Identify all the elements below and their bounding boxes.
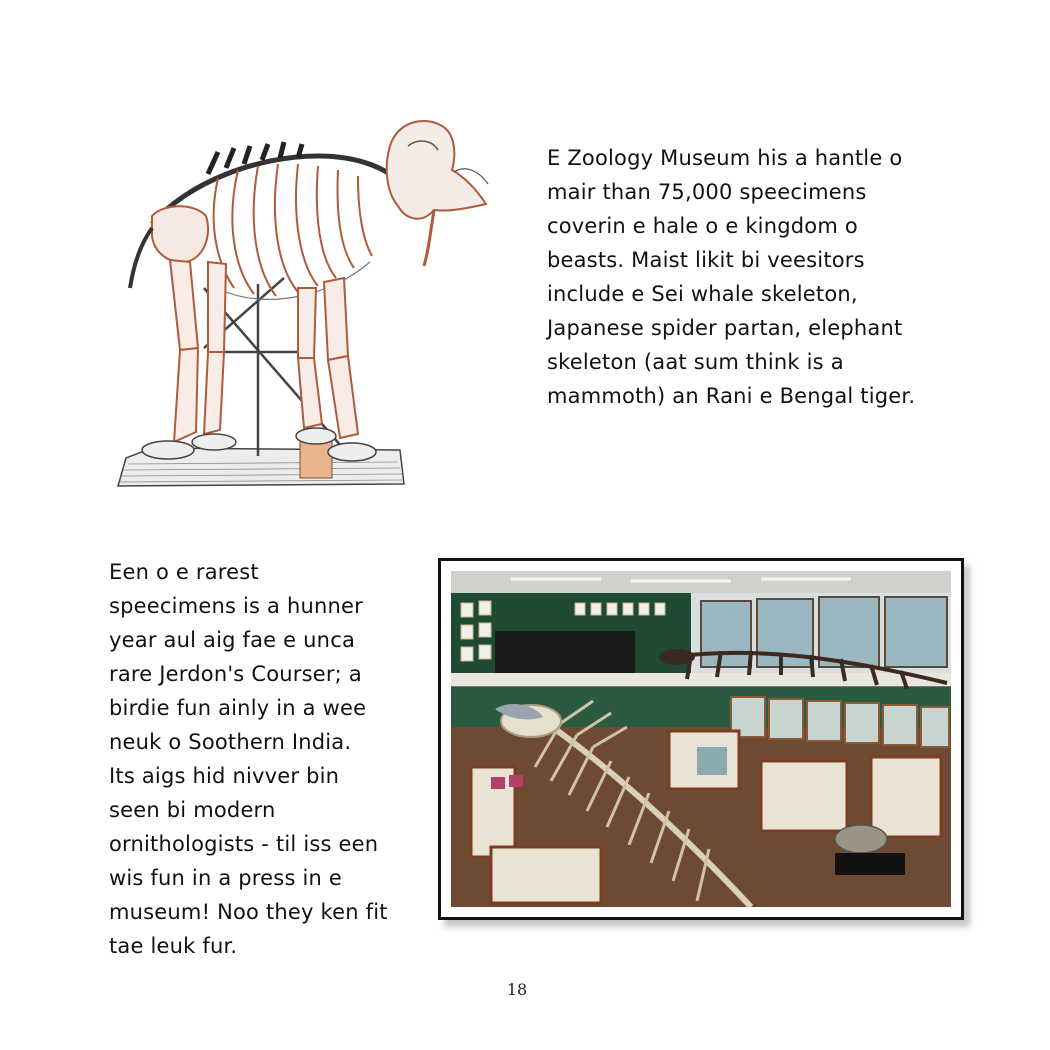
text-line: Its aigs hid nivver bin [109,764,340,788]
text-line: include e Sei whale skeleton, [547,282,858,306]
courser-egg-paragraph [109,555,388,963]
text-line: year aul aig fae e unca [109,628,356,652]
text-line: birdie fun ainly in a wee [109,696,367,720]
text-line: museum! Noo they ken fit [109,900,388,924]
photo-frame [438,558,964,920]
text-line: coverin e hale o e kingdom o [547,214,858,238]
text-line: mair than 75,000 speecimens [547,180,867,204]
text-line: E Zoology Museum his a hantle o [547,146,903,170]
text-line: speecimens is a hunner [109,594,363,618]
text-line: tae leuk fur. [109,934,238,958]
text-line: rare Jerdon's Courser; a [109,662,362,686]
text-line: mammoth) an Rani e Bengal tiger. [547,384,916,408]
text-line: Een o e rarest [109,560,259,584]
elephant-skeleton-sketch [108,112,494,494]
museum-hall-photo [451,571,951,907]
text-line: Japanese spider partan, elephant [547,316,903,340]
page-number: 18 [506,980,528,999]
text-line: ornithologists - til iss een [109,832,379,856]
text-line: seen bi modern [109,798,276,822]
skull [387,121,488,266]
text-line: beasts. Maist likit bi veesitors [547,248,865,272]
intro-paragraph [547,141,915,413]
text-line: skeleton (aat sum think is a [547,350,844,374]
text-line: wis fun in a press in e [109,866,342,890]
pelvis-tail [130,206,208,288]
text-line: neuk o Soothern India. [109,730,352,754]
